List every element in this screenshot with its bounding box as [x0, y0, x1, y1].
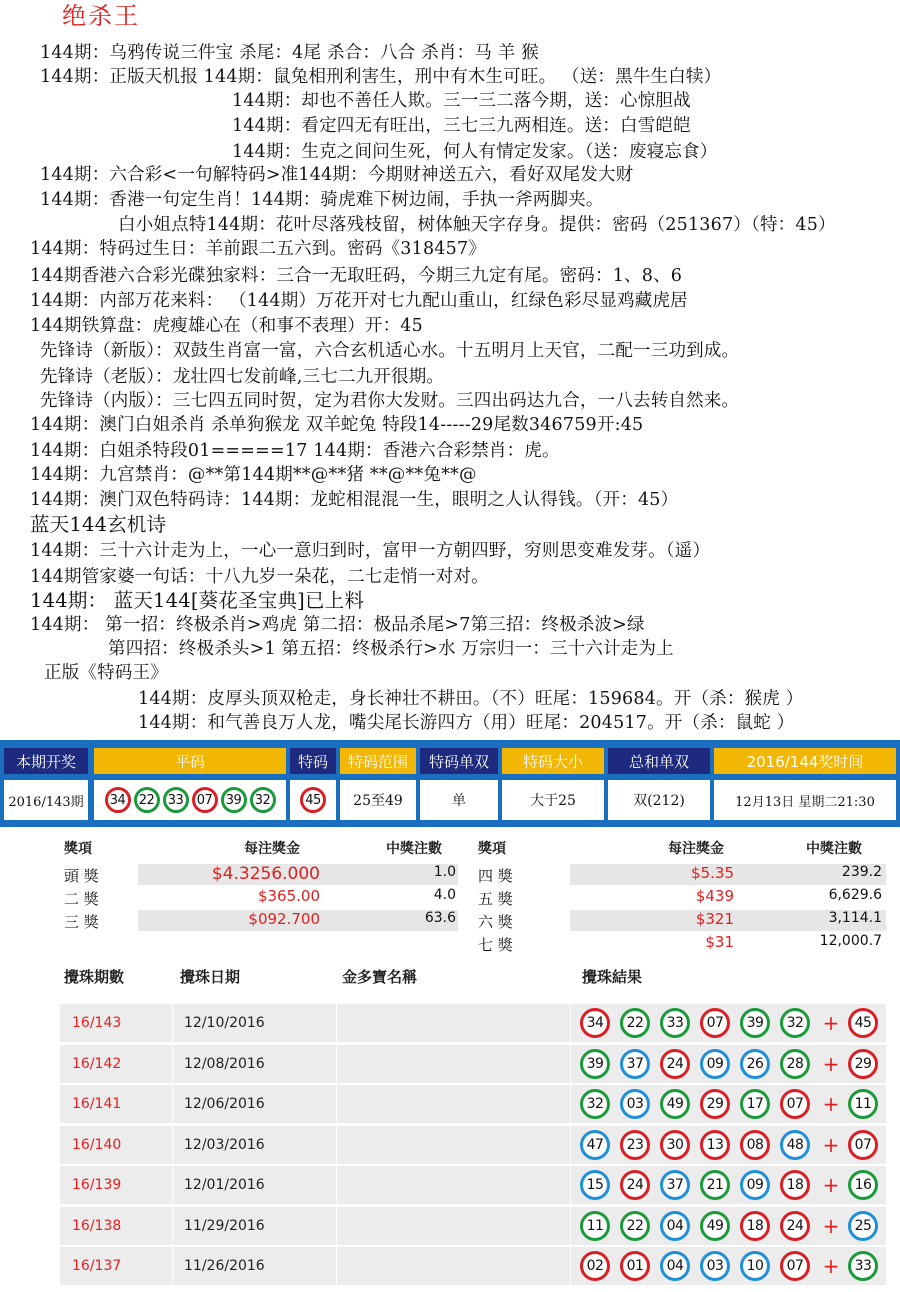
column-divider — [172, 1045, 173, 1083]
lottery-ball: 29 — [848, 1049, 878, 1079]
lottery-ball: 47 — [580, 1130, 610, 1160]
page-title: 绝杀王 — [62, 2, 140, 30]
prize-row — [474, 910, 886, 931]
prize-count: 6,629.6 — [828, 887, 882, 903]
header-special-odd-even: 特码单双 — [420, 748, 498, 774]
history-issue: 16/140 — [72, 1136, 122, 1153]
history-issue: 16/141 — [72, 1096, 122, 1112]
prize-count: 239.2 — [841, 864, 882, 880]
special-range: 25至49 — [340, 780, 416, 820]
lottery-ball: 07 — [192, 787, 218, 813]
lottery-ball: 33 — [848, 1251, 878, 1281]
column-divider — [570, 1247, 571, 1285]
lottery-ball: 08 — [740, 1130, 770, 1160]
history-balls — [580, 1166, 878, 1204]
history-row — [60, 1247, 886, 1285]
prize-count: 63.6 — [424, 910, 456, 926]
prize-count: 12,000.7 — [819, 933, 882, 949]
text-line: 144期：六合彩<一句解特码>准144期：今期财神送五六，看好双尾发大财 — [40, 165, 634, 185]
prize-name: 六 獎 — [478, 913, 513, 931]
column-divider — [570, 1004, 571, 1042]
history-balls — [580, 1247, 878, 1285]
lottery-ball: 25 — [848, 1211, 878, 1241]
header-special-number: 特码 — [290, 748, 336, 774]
prize-header-amount-right: 每注獎金 — [668, 841, 724, 857]
prize-amount: $365.00 — [257, 887, 320, 905]
header-next-draw-time: 2016/144奖时间 — [714, 748, 896, 774]
history-row — [60, 1207, 886, 1245]
lottery-ball: 39 — [740, 1008, 770, 1038]
lottery-ball: 09 — [740, 1170, 770, 1200]
column-divider — [172, 1085, 173, 1123]
history-balls — [580, 1085, 878, 1123]
prize-table — [0, 832, 900, 960]
text-line: 144期：澳门双色特码诗：144期：龙蛇相混混一生，眼明之人认得钱。（开：45） — [30, 490, 679, 510]
lottery-ball: 45 — [848, 1008, 878, 1038]
history-row — [60, 1166, 886, 1204]
lottery-ball: 39 — [580, 1049, 610, 1079]
history-date: 12/01/2016 — [184, 1177, 265, 1193]
lottery-ball: 49 — [700, 1211, 730, 1241]
history-issue: 16/142 — [72, 1055, 122, 1072]
lottery-ball: 07 — [780, 1251, 810, 1281]
text-line: 先锋诗（新版）：双鼓生肖富一富，六合玄机适心水。十五明月上天官，二配一三功到成。 — [40, 341, 740, 361]
lottery-ball: 04 — [660, 1211, 690, 1241]
lottery-ball: 15 — [580, 1170, 610, 1200]
lottery-ball: 22 — [134, 787, 160, 813]
text-line: 144期：内部万花来料： （144期）万花开对七九配山重山，红绿色彩尽显鸡藏虎居 — [30, 291, 688, 311]
prize-row — [474, 933, 886, 954]
lottery-ball: 21 — [700, 1170, 730, 1200]
history-row — [60, 1085, 886, 1123]
lottery-ball: 37 — [620, 1049, 650, 1079]
prize-amount: $31 — [705, 933, 734, 951]
history-issue: 16/137 — [72, 1258, 122, 1274]
plus-sign: + — [822, 1092, 840, 1116]
plus-sign: + — [822, 1132, 840, 1157]
header-sum-odd-even: 总和单双 — [608, 748, 710, 774]
column-divider — [570, 1085, 571, 1123]
lottery-ball: 22 — [620, 1008, 650, 1038]
history-date: 12/10/2016 — [184, 1015, 265, 1031]
text-line: 144期： 第一招：终极杀肖>鸡虎 第二招：极品杀尾>7第三招：终极杀波>绿 — [30, 615, 645, 635]
column-divider — [336, 1085, 337, 1123]
header-special-big-small: 特码大小 — [502, 748, 604, 774]
history-balls — [580, 1004, 878, 1042]
text-line: 白小姐点特144期：花叶尽落残枝留，树体触天字存身。提供：密码（251367）（特：45） — [118, 215, 836, 235]
lottery-ball: 03 — [700, 1251, 730, 1281]
text-line: 144期：正版天机报 144期：鼠兔相刑利害生，刑中有木生可旺。 （送：黑牛生白犊） — [40, 67, 722, 87]
history-header-issue: 攪珠期數 — [64, 968, 125, 986]
special-big-small: 大于25 — [502, 780, 604, 820]
text-line: 144期：九宫禁肖：@**第144期**@**猪 **@**兔**@ — [30, 465, 477, 485]
column-divider — [336, 1247, 337, 1285]
lottery-ball: 17 — [740, 1089, 770, 1119]
text-line: 144期：却也不善任人欺。三一三二落今期，送：心惊胆战 — [232, 91, 691, 111]
prize-row — [474, 864, 886, 885]
text-line: 144期：香港一句定生肖！144期：骑虎难下树边闹，手执一斧两脚夹。 — [40, 190, 604, 210]
column-divider — [570, 1207, 571, 1245]
header-special-range: 特码范围 — [340, 748, 416, 774]
column-divider — [172, 1004, 173, 1042]
special-odd-even: 单 — [420, 780, 498, 820]
draw-result-table — [0, 740, 900, 827]
lottery-ball: 48 — [780, 1130, 810, 1160]
lottery-ball: 24 — [660, 1049, 690, 1079]
column-divider — [172, 1247, 173, 1285]
prize-count: 1.0 — [433, 864, 456, 880]
history-date: 11/29/2016 — [184, 1217, 265, 1234]
column-divider — [172, 1166, 173, 1204]
column-divider — [570, 1126, 571, 1164]
text-line: 先锋诗（老版）：龙壮四七发前峰,三七二九开很期。 — [40, 367, 445, 387]
lottery-ball: 22 — [620, 1211, 650, 1241]
prize-name: 七 獎 — [478, 936, 513, 954]
column-divider — [172, 1207, 173, 1245]
history-header-date: 攪珠日期 — [180, 968, 241, 986]
lottery-ball: 18 — [780, 1170, 810, 1200]
text-line: 144期： 蓝天144[葵花圣宝典]已上料 — [30, 589, 365, 612]
column-divider — [336, 1004, 337, 1042]
lottery-ball: 24 — [780, 1211, 810, 1241]
prize-amount: $4.3256.000 — [211, 864, 320, 884]
lottery-ball: 32 — [780, 1008, 810, 1038]
history-row — [60, 1126, 886, 1164]
history-issue: 16/143 — [72, 1015, 122, 1031]
plus-sign: + — [822, 1011, 840, 1035]
plus-sign: + — [822, 1254, 840, 1278]
history-date: 12/08/2016 — [184, 1055, 265, 1072]
sum-odd-even: 双(212) — [608, 780, 710, 820]
history-header-result: 攪珠結果 — [582, 968, 643, 986]
history-table — [0, 960, 900, 1292]
next-draw-time: 12月13日 星期二21:30 — [714, 780, 896, 820]
text-line: 144期：特码过生日：羊前跟二五六到。密码《318457》 — [30, 239, 487, 259]
text-line: 144期：看定四无有旺出，三七三九两相连。送：白雪皑皑 — [232, 116, 691, 136]
text-line: 144期：和气善良万人龙，嘴尖尾长游四方（用）旺尾：204517。开（杀：鼠蛇 ） — [138, 713, 795, 733]
column-divider — [336, 1126, 337, 1164]
lottery-ball: 34 — [105, 787, 131, 813]
lottery-ball: 29 — [700, 1089, 730, 1119]
prize-amount: $439 — [695, 887, 734, 905]
history-issue: 16/139 — [72, 1177, 122, 1193]
history-row — [60, 1045, 886, 1083]
lottery-ball: 10 — [740, 1251, 770, 1281]
lottery-ball: 07 — [700, 1008, 730, 1038]
prize-name: 三 獎 — [64, 913, 99, 931]
lottery-ball: 02 — [580, 1251, 610, 1281]
plus-sign: + — [822, 1213, 840, 1238]
lottery-ball: 34 — [580, 1008, 610, 1038]
lottery-ball: 09 — [700, 1049, 730, 1079]
prize-amount: $321 — [695, 910, 734, 928]
lottery-ball: 07 — [780, 1089, 810, 1119]
lottery-ball: 28 — [780, 1049, 810, 1079]
lottery-ball: 11 — [580, 1211, 610, 1241]
history-header-name: 金多寶名稱 — [342, 968, 418, 986]
normal-balls — [94, 780, 286, 820]
prize-name: 頭 獎 — [64, 867, 99, 885]
history-balls — [580, 1126, 878, 1164]
history-date: 11/26/2016 — [184, 1258, 265, 1274]
prize-amount: $092.700 — [248, 910, 320, 928]
lottery-ball: 37 — [660, 1170, 690, 1200]
lottery-ball: 03 — [620, 1089, 650, 1119]
column-divider — [336, 1045, 337, 1083]
text-line: 144期：乌鸦传说三件宝 杀尾：4尾 杀合：八合 杀肖：马 羊 猴 — [40, 43, 539, 63]
prize-header-count-right: 中獎注數 — [806, 841, 862, 857]
lottery-ball: 13 — [700, 1130, 730, 1160]
lottery-ball: 33 — [163, 787, 189, 813]
text-line: 蓝天144玄机诗 — [30, 513, 167, 536]
text-line: 144期香港六合彩光碟独家料：三合一无取旺码，今期三九定有尾。密码：1、8、6 — [30, 266, 683, 286]
column-divider — [336, 1207, 337, 1245]
lottery-ball: 39 — [221, 787, 247, 813]
lottery-ball: 24 — [620, 1170, 650, 1200]
prize-header-count-left: 中獎注數 — [386, 841, 442, 857]
prize-header-name-left: 獎項 — [64, 841, 92, 857]
header-current-draw: 本期开奖 — [4, 748, 88, 774]
lottery-ball: 01 — [620, 1251, 650, 1281]
lottery-ball: 11 — [848, 1089, 878, 1119]
current-issue: 2016/143期 — [4, 780, 88, 820]
lottery-ball: 07 — [848, 1130, 878, 1160]
prize-row — [60, 864, 458, 885]
text-line: 144期：澳门白姐杀肖 杀单狗猴龙 双羊蛇兔 特段14-----29尾数346759开:45 — [30, 415, 644, 435]
special-ball — [290, 780, 336, 820]
plus-sign: + — [822, 1173, 840, 1197]
text-line: 第四招：终极杀头>1 第五招：终极杀行>水 万宗归一：三十六计走为上 — [108, 639, 674, 659]
history-row — [60, 1004, 886, 1042]
prize-count: 4.0 — [433, 887, 456, 903]
column-divider — [570, 1045, 571, 1083]
text-line: 144期：白姐杀特段01=====17 144期：香港六合彩禁肖：虎。 — [30, 441, 560, 461]
lottery-ball: 04 — [660, 1251, 690, 1281]
column-divider — [570, 1166, 571, 1204]
prize-name: 五 獎 — [478, 890, 513, 908]
history-balls — [580, 1045, 878, 1083]
lottery-ball: 32 — [250, 787, 276, 813]
lottery-ball: 26 — [740, 1049, 770, 1079]
history-date: 12/06/2016 — [184, 1096, 265, 1112]
prize-row — [60, 910, 458, 931]
text-line: 144期管家婆一句话：十八九岁一朵花，二七走悄一对对。 — [30, 567, 489, 587]
text-line: 144期：生克之间问生死，何人有情定发家。（送：废寝忘食） — [232, 142, 718, 162]
history-issue: 16/138 — [72, 1217, 122, 1234]
lottery-ball: 23 — [620, 1130, 650, 1160]
text-line: 正版《特码王》 — [44, 663, 168, 683]
column-divider — [172, 1126, 173, 1164]
prize-row — [60, 887, 458, 908]
history-balls — [580, 1207, 878, 1245]
prize-header-amount-left: 每注獎金 — [244, 841, 300, 857]
text-line: 144期：三十六计走为上，一心一意归到时，富甲一方朝四野，穷则思变难发芽。（遥） — [30, 541, 711, 561]
lottery-ball: 32 — [580, 1089, 610, 1119]
lottery-ball: 16 — [848, 1170, 878, 1200]
prize-amount: $5.35 — [691, 864, 734, 882]
prize-name: 四 獎 — [478, 867, 513, 885]
plus-sign: + — [822, 1051, 840, 1076]
lottery-ball: 45 — [300, 787, 326, 813]
prize-name: 二 獎 — [64, 890, 99, 908]
history-date: 12/03/2016 — [184, 1136, 265, 1153]
prize-count: 3,114.1 — [828, 910, 882, 926]
lottery-ball: 18 — [740, 1211, 770, 1241]
column-divider — [336, 1166, 337, 1204]
prize-row — [474, 887, 886, 908]
text-line: 144期铁算盘：虎瘦雄心在（和事不表理）开：45 — [30, 316, 423, 336]
text-line: 先锋诗（内版）：三七四五同时贺，定为君你大发财。三四出码达九合，一八去转自然来。 — [40, 391, 740, 411]
prize-header-name-right: 獎項 — [478, 841, 506, 857]
header-normal-numbers: 平码 — [94, 748, 286, 774]
lottery-ball: 30 — [660, 1130, 690, 1160]
text-line: 144期：皮厚头顶双枪走，身长神壮不耕田。（不）旺尾：159684。开（杀：猴虎 ） — [138, 689, 804, 709]
lottery-ball: 49 — [660, 1089, 690, 1119]
lottery-ball: 33 — [660, 1008, 690, 1038]
